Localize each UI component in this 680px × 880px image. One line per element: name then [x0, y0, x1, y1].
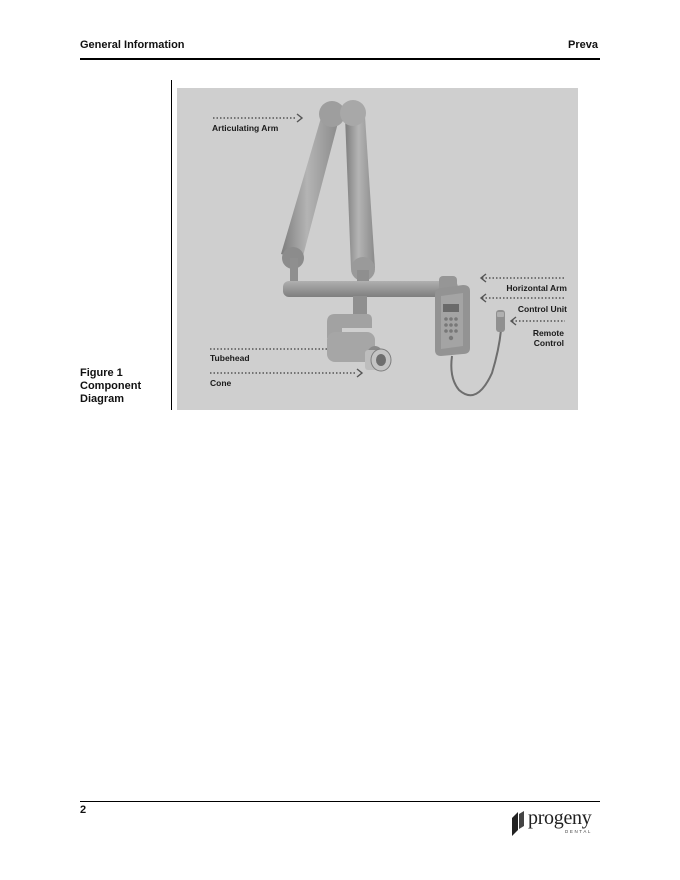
header-section-title: General Information: [80, 39, 185, 51]
logo-wordmark: progeny: [528, 807, 592, 829]
label-remote-line: Remote: [532, 328, 564, 338]
header-product-name: Preva: [568, 39, 598, 51]
progeny-logo-mark-icon: [510, 810, 526, 838]
cone: [365, 349, 391, 371]
label-cone: Cone: [210, 378, 232, 388]
horizontal-arm: [283, 276, 458, 298]
margin-rule: [171, 80, 172, 410]
articulating-arm: [281, 100, 375, 282]
header-rule: [80, 58, 600, 60]
figure-caption-line: Diagram: [80, 393, 125, 405]
label-remote-control: [533, 328, 564, 348]
label-tubehead: Tubehead: [210, 353, 250, 363]
footer-rule: [80, 801, 600, 802]
leader-lines: [210, 118, 565, 373]
page-number: 2: [80, 804, 87, 816]
label-articulating-arm: Articulating Arm: [212, 123, 279, 133]
label-control-unit: Control Unit: [517, 304, 567, 314]
label-remote-line: Control: [533, 338, 564, 348]
logo-subtitle: DENTAL: [565, 829, 593, 834]
figure-caption-line: Component: [80, 380, 142, 392]
figure-caption: [80, 367, 141, 406]
figure-caption-line: Figure 1: [80, 367, 123, 379]
label-horizontal-arm: Horizontal Arm: [506, 283, 567, 293]
progeny-logo: [510, 808, 602, 838]
control-unit: [435, 285, 470, 356]
component-diagram: [177, 88, 578, 410]
